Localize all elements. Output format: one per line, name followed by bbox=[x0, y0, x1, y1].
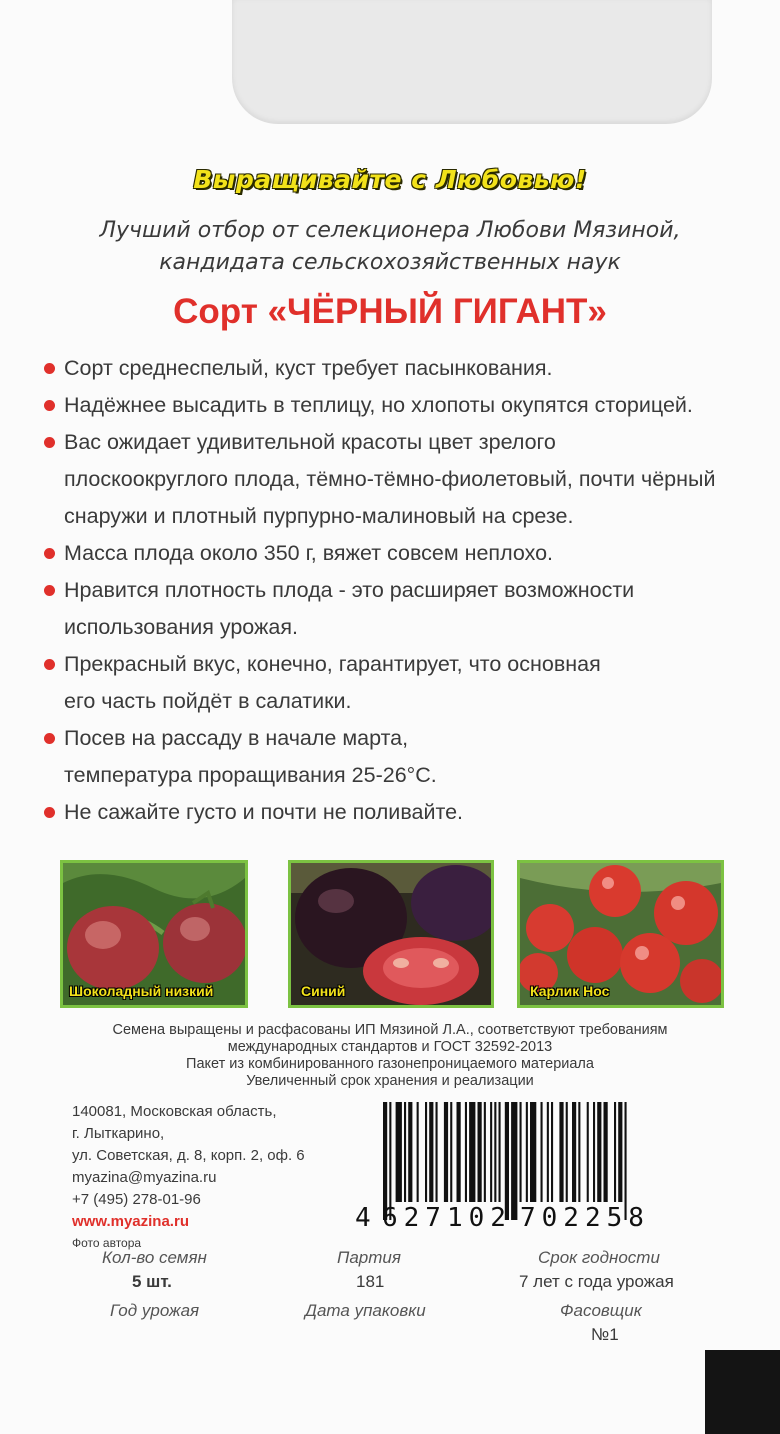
barcode-bar bbox=[587, 1102, 589, 1202]
info-line-2: международных стандартов и ГОСТ 32592-2013 bbox=[227, 1039, 553, 1055]
barcode-bar bbox=[520, 1102, 522, 1202]
barcode-bar bbox=[450, 1102, 452, 1202]
barcode-bar bbox=[465, 1102, 467, 1202]
bullet-dot-icon bbox=[44, 807, 55, 818]
shelf-life-label: Срок годности bbox=[538, 1248, 660, 1267]
info-line-4: Увеличенный срок хранения и реализации bbox=[246, 1073, 534, 1089]
breeder-line-1: Лучший отбор от селекционера Любови Мязиной, bbox=[99, 218, 681, 243]
corner-shadow bbox=[705, 1350, 780, 1434]
seeds-count-value: 5 шт. bbox=[132, 1272, 172, 1291]
bullet-dot-icon bbox=[44, 659, 55, 670]
barcode-bar bbox=[404, 1102, 406, 1202]
barcode-bar bbox=[593, 1102, 595, 1202]
photo-dwarf-nose bbox=[517, 860, 724, 1008]
feature-item bbox=[44, 572, 764, 646]
slogan: Выращивайте с Любовью! bbox=[193, 165, 587, 194]
barcode-first-digit: 4 bbox=[355, 1203, 371, 1233]
photo-blue bbox=[288, 860, 494, 1008]
packer-value: №1 bbox=[591, 1325, 619, 1344]
feature-line: плоскоокруглого плода, тёмно-тёмно-фиолетовый, почти чёрный bbox=[64, 467, 716, 491]
feature-line: снаружи и плотный пурпурно-малиновый на срезе. bbox=[64, 504, 574, 528]
phone: +7 (495) 278-01-96 bbox=[72, 1191, 201, 1208]
barcode-bar bbox=[614, 1102, 616, 1202]
barcode-bar bbox=[478, 1102, 482, 1202]
barcode-bar bbox=[429, 1102, 433, 1202]
feature-line: Посев на рассаду в начале марта, bbox=[64, 726, 409, 750]
info-line-1: Семена выращены и расфасованы ИП Мязиной Л.А., соответствуют требованиям bbox=[112, 1022, 668, 1038]
address-line-1: 140081, Московская область, bbox=[72, 1103, 277, 1120]
batch-value: 181 bbox=[356, 1272, 385, 1291]
barcode-bar bbox=[494, 1102, 496, 1202]
bullet-dot-icon bbox=[44, 548, 55, 559]
feature-item bbox=[44, 350, 764, 387]
feature-line: его часть пойдёт в салатики. bbox=[64, 689, 352, 713]
barcode-bar bbox=[436, 1102, 438, 1202]
barcode-bar bbox=[578, 1102, 580, 1202]
address-line-3: ул. Советская, д. 8, корп. 2, оф. 6 bbox=[72, 1147, 305, 1164]
barcode-bar bbox=[618, 1102, 622, 1202]
breeder-line-2: кандидата сельскохозяйственных наук bbox=[159, 250, 621, 275]
feature-line: Масса плода около 350 г, вяжет совсем неплохо. bbox=[64, 541, 554, 565]
feature-item bbox=[44, 794, 764, 831]
feature-item bbox=[44, 720, 764, 794]
feature-line: использования урожая. bbox=[64, 615, 298, 639]
barcode-group-1: 627102 bbox=[382, 1203, 512, 1233]
packer-label: Фасовщик bbox=[560, 1301, 642, 1320]
photo-caption-2: Синий bbox=[301, 983, 346, 999]
photo-credit: Фото автора bbox=[72, 1236, 142, 1250]
harvest-year-label: Год урожая bbox=[110, 1301, 200, 1320]
bullet-dot-icon bbox=[44, 400, 55, 411]
batch-label: Партия bbox=[337, 1248, 401, 1267]
feature-item bbox=[44, 535, 764, 572]
photo-caption-1: Шоколадный низкий bbox=[69, 983, 214, 999]
feature-line: Не сажайте густо и почти не поливайте. bbox=[64, 800, 463, 824]
bullet-dot-icon bbox=[44, 585, 55, 596]
barcode-bar bbox=[547, 1102, 549, 1202]
address-line-2: г. Лыткарино, bbox=[72, 1125, 165, 1142]
seeds-count-label: Кол-во семян bbox=[102, 1248, 207, 1267]
barcode-bar bbox=[604, 1102, 608, 1202]
barcode-bar bbox=[597, 1102, 601, 1202]
feature-line: Сорт среднеспелый, куст требует пасынкования. bbox=[64, 356, 553, 380]
barcode-bar bbox=[444, 1102, 448, 1202]
barcode-bar bbox=[396, 1102, 402, 1202]
shelf-life-value: 7 лет с года урожая bbox=[519, 1272, 674, 1291]
barcode-bar bbox=[490, 1102, 492, 1202]
barcode-bar bbox=[511, 1102, 517, 1220]
feature-line: температура проращивания 25-26°С. bbox=[64, 763, 437, 787]
barcode-bar bbox=[572, 1102, 576, 1202]
barcode-bar bbox=[551, 1102, 553, 1202]
feature-item bbox=[44, 424, 764, 535]
info-line-3: Пакет из комбинированного газонепроницаемого материала bbox=[186, 1056, 594, 1072]
barcode-bar bbox=[457, 1102, 461, 1202]
feature-item bbox=[44, 646, 764, 720]
barcode-bar bbox=[526, 1102, 528, 1202]
feature-line: Прекрасный вкус, конечно, гарантирует, что основная bbox=[64, 652, 601, 676]
barcode-bar bbox=[530, 1102, 536, 1202]
barcode-bar bbox=[499, 1102, 501, 1202]
barcode-bar bbox=[408, 1102, 412, 1202]
barcode-bar bbox=[484, 1102, 486, 1202]
barcode-bar bbox=[566, 1102, 568, 1202]
feature-list bbox=[44, 350, 764, 831]
variety-title: Сорт «ЧЁРНЫЙ ГИГАНТ» bbox=[173, 292, 607, 331]
website-link: www.myazina.ru bbox=[72, 1213, 189, 1230]
barcode-bar bbox=[425, 1102, 427, 1202]
email: myazina@myazina.ru bbox=[72, 1169, 217, 1186]
bullet-dot-icon bbox=[44, 733, 55, 744]
bullet-dot-icon bbox=[44, 437, 55, 448]
feature-line: Нравится плотность плода - это расширяет возможности bbox=[64, 578, 635, 602]
barcode-bar bbox=[469, 1102, 475, 1202]
bullet-dot-icon bbox=[44, 363, 55, 374]
photo-chocolate-low bbox=[60, 860, 248, 1008]
barcode-bar bbox=[541, 1102, 543, 1202]
feature-line: Вас ожидает удивительной красоты цвет зрелого bbox=[64, 430, 556, 454]
barcode-bar bbox=[417, 1102, 419, 1202]
feature-line: Надёжнее высадить в теплицу, но хлопоты окупятся сторицей. bbox=[64, 393, 693, 417]
barcode-group-2: 702258 bbox=[520, 1203, 650, 1233]
barcode-bar bbox=[559, 1102, 563, 1202]
hanger-cutout bbox=[232, 0, 712, 124]
photo-caption-3: Карлик Нос bbox=[530, 983, 610, 999]
feature-item bbox=[44, 387, 764, 424]
pack-date-label: Дата упаковки bbox=[305, 1301, 426, 1320]
